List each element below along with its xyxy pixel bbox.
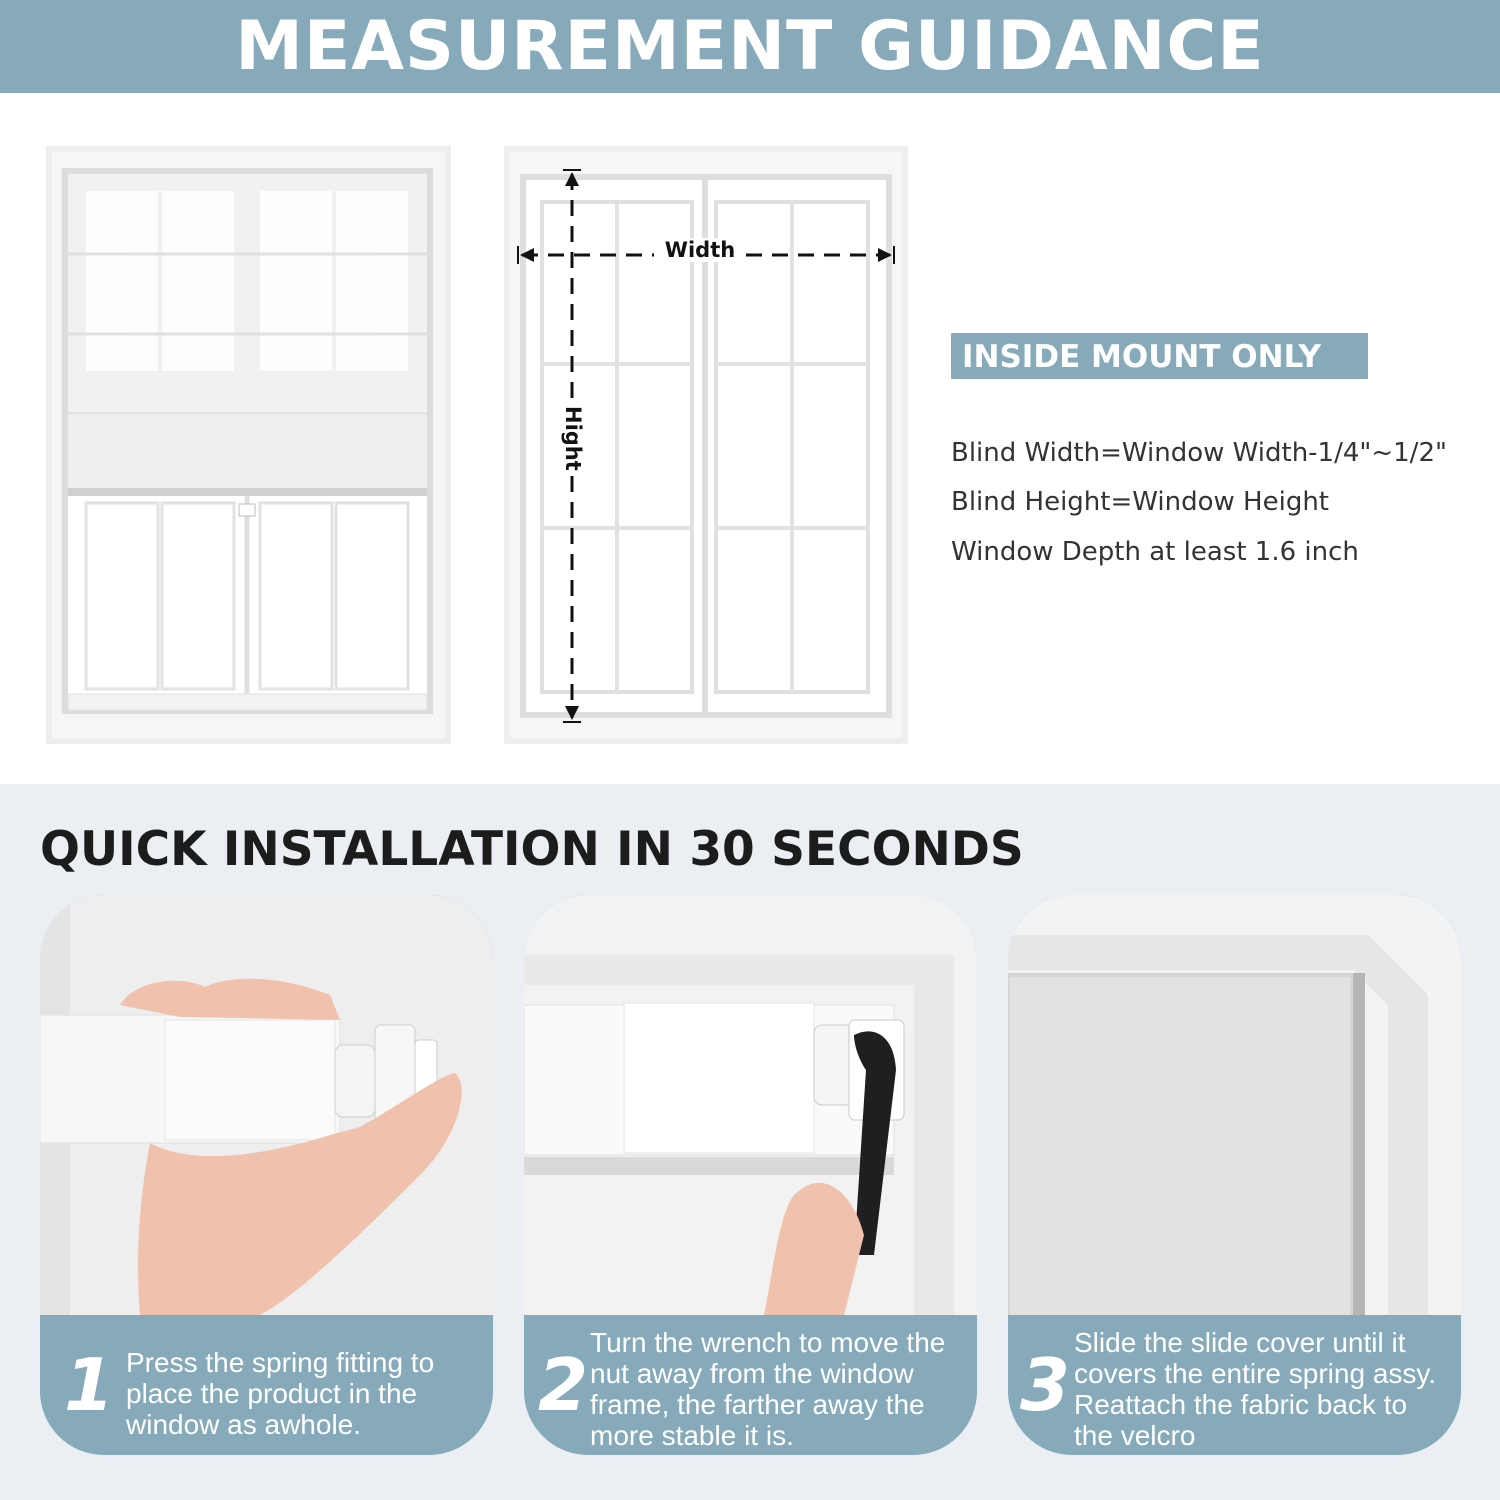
step-text-1: Press the spring fitting to place the product in the window as awhole.: [126, 1347, 435, 1440]
inside-mount-badge: [951, 333, 1368, 379]
window-with-shade-illustration: [46, 146, 451, 744]
height-label: Hight: [561, 406, 585, 471]
step-card-2: [524, 895, 977, 1455]
step-card-1: [40, 895, 493, 1455]
step-caption-3: [1008, 895, 1461, 1455]
inside-mount-label: INSIDE MOUNT ONLY: [962, 339, 1321, 375]
step-card-3: [1008, 895, 1461, 1455]
step-caption-1: [40, 895, 493, 1455]
step-text-3: Slide the slide cover until it covers the entire spring assy. Reattach the fabric back to the velcro: [1074, 1327, 1437, 1451]
step-number-3: 3: [1020, 1343, 1071, 1427]
spec-blind-height: Blind Height=Window Height: [951, 487, 1329, 517]
width-label: Width: [662, 238, 738, 262]
step-number-1: 1: [64, 1343, 115, 1427]
step-text-2: Turn the wrench to move the nut away from the window frame, the farther away the more stable it is.: [590, 1327, 946, 1451]
header-banner: [0, 0, 1500, 93]
spec-window-depth: Window Depth at least 1.6 inch: [951, 537, 1359, 567]
step-caption-2: [524, 895, 977, 1455]
step-number-2: 2: [538, 1343, 589, 1427]
spec-blind-width: Blind Width=Window Width-1/4"~1/2": [951, 438, 1447, 468]
page-title: MEASUREMENT GUIDANCE: [235, 7, 1265, 86]
installation-title: QUICK INSTALLATION IN 30 SECONDS: [40, 822, 1024, 877]
